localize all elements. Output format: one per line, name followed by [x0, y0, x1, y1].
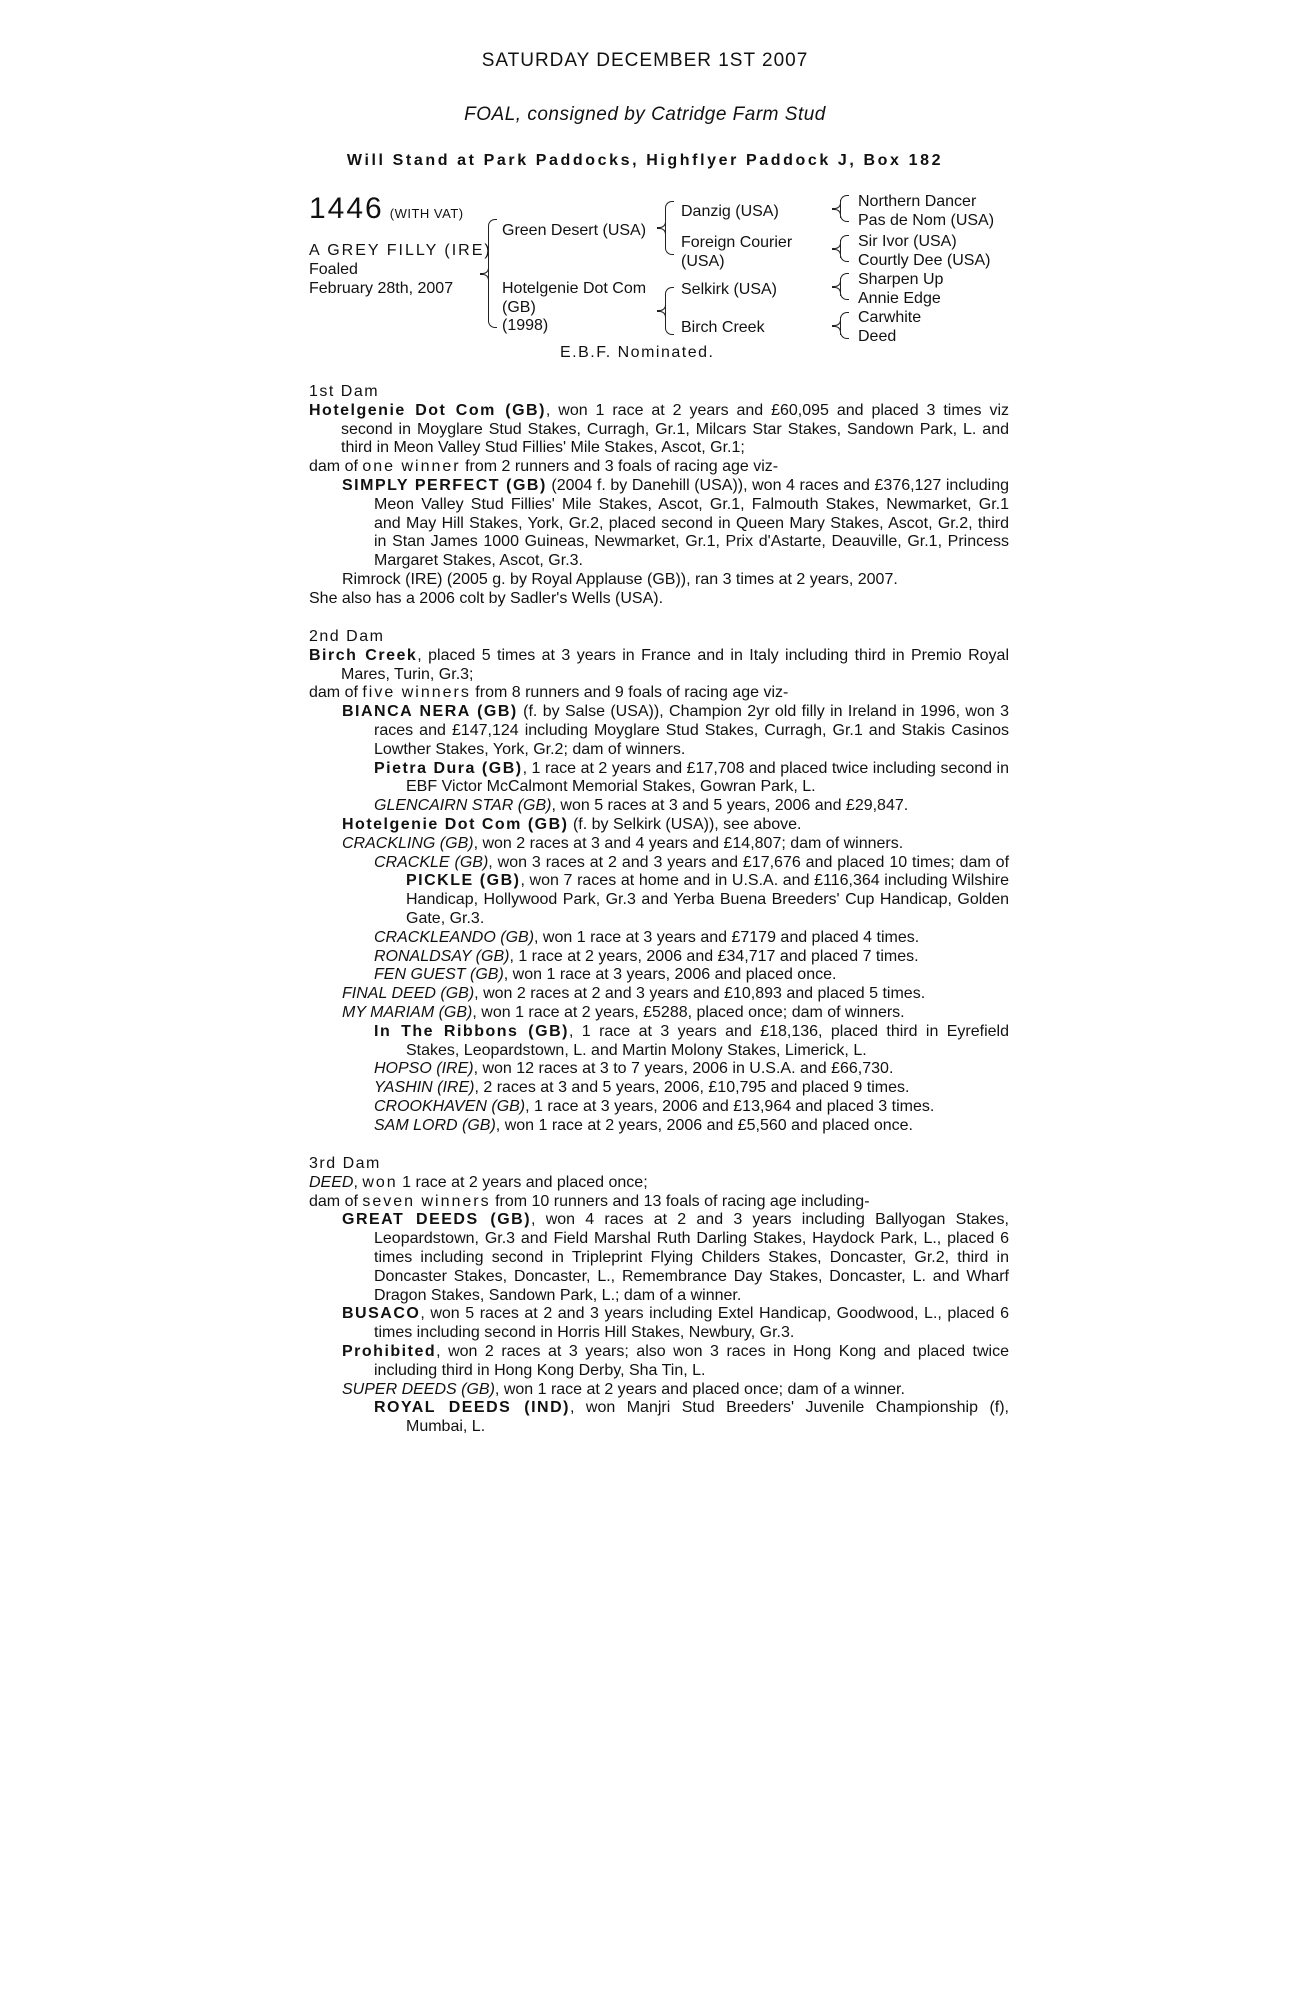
first-dam-text: , won 1 race at 2 years and £60,095 and placed 3 times viz second in Moyglare Stud Stakes, Curragh, Gr.1, Milcars Star Stakes, Sandown Park, L. and third in Meon Valley Stud Fillies' Mile Stakes, Ascot, Gr.1;	[341, 401, 1010, 457]
produce-yashin-name: YASHIN (IRE)	[374, 1079, 475, 1097]
pedigree-g1: Northern Dancer	[858, 193, 977, 210]
produce-crackling-text: , won 2 races at 3 and 4 years and £14,807; dam of winners.	[473, 834, 904, 852]
produce-pickle-name: PICKLE (GB)	[406, 872, 521, 890]
third-dam-runners-text: from 10 runners and 13 foals of racing age including-	[490, 1192, 870, 1210]
produce-fen-guest-text: , won 1 race at 3 years, 2006 and placed once.	[503, 966, 837, 984]
produce-crookhaven-name: CROOKHAVEN (GB)	[374, 1097, 526, 1115]
stand-location: Will Stand at Park Paddocks, Highflyer Paddock J, Box 182	[346, 152, 944, 169]
produce-pietra-dura-name: Pietra Dura (GB)	[374, 759, 523, 777]
produce-great-deeds-text: , won 4 races at 2 and 3 years including Ballyogan Stakes, Leopardstown, Gr.3 and Field Marshal Ruth Darling Stakes, Haydock Park, L., placed 6 times including second in Tripleprint Flying Childers Stakes, Doncaster, Gr.2, third in Doncaster Stakes, Doncaster, L., Remembrance Day Stakes, Doncaster, L. and Wharf Dragon Stakes, Sandown Park, L.; dam of a winner.	[374, 1211, 1010, 1304]
foaled-date: February 28th, 2007	[309, 280, 454, 297]
third-dam-section	[309, 1155, 1009, 1437]
pedigree-bracket-g3	[840, 273, 849, 300]
produce-2006-colt: She also has a 2006 colt by Sadler's Wells (USA).	[309, 589, 664, 607]
pedigree-bracket-sire	[665, 201, 674, 255]
second-dam-text: , placed 5 times at 3 years in France and in Italy including third in Premio Royal Mares, Turin, Gr.3;	[341, 646, 1009, 683]
produce-hotelgenie-name: Hotelgenie Dot Com (GB)	[342, 815, 569, 833]
produce-super-deeds-text: , won 1 race at 2 years and placed once; dam of a winner.	[494, 1380, 905, 1398]
produce-yashin	[374, 1079, 1009, 1098]
produce-final-deed	[342, 985, 1009, 1004]
produce-crackle	[374, 854, 1009, 929]
first-dam-of-label: dam of	[309, 458, 363, 476]
first-dam-name: Hotelgenie Dot Com (GB)	[309, 401, 546, 419]
produce-simply-perfect	[342, 477, 1009, 571]
produce-final-deed-text: , won 2 races at 2 and 3 years and £10,893 and placed 5 times.	[474, 985, 926, 1003]
produce-pietra-dura	[374, 760, 1009, 798]
produce-crackling-name: CRACKLING (GB)	[342, 834, 474, 852]
pedigree-g8: Deed	[858, 328, 897, 345]
produce-hopso-text: , won 12 races at 3 to 7 years, 2006 in U.S.A. and £66,730.	[473, 1060, 894, 1078]
produce-hotelgenie-text: (f. by Selkirk (USA)), see above.	[568, 815, 802, 833]
foaled-label: Foaled	[309, 261, 358, 278]
pedigree-sire-dam-line2: (USA)	[681, 253, 725, 270]
pedigree-dam-line1: Hotelgenie Dot Com	[502, 280, 647, 297]
produce-royal-deeds-name: ROYAL DEEDS (IND)	[374, 1399, 570, 1417]
pedigree-g4: Courtly Dee (USA)	[858, 252, 991, 269]
produce-glencairn-star-text: , won 5 races at 3 and 5 years, 2006 and £29,847.	[551, 797, 909, 815]
produce-my-mariam-name: MY MARIAM (GB)	[342, 1003, 473, 1021]
produce-bianca-nera-text: (f. by Salse (USA)), Champion 2yr old filly in Ireland in 1996, won 3 races and £147,124 including Moyglare Stud Stakes, Curragh, Gr.1 and Stakis Casinos Lowther Stakes, York, Gr.2; dam of winners.	[374, 703, 1009, 758]
produce-great-deeds-name: GREAT DEEDS (GB)	[342, 1211, 532, 1229]
produce-bianca-nera	[342, 703, 1009, 759]
produce-sam-lord-name: SAM LORD (GB)	[374, 1116, 496, 1134]
lot-description: A GREY FILLY (IRE)	[309, 242, 492, 259]
pedigree-sire-dam-line1: Foreign Courier	[681, 234, 793, 251]
pedigree-sire-sire: Danzig (USA)	[681, 203, 779, 220]
produce-royal-deeds-text: , won Manjri Stud Breeders' Juvenile Championship (f), Mumbai, L.	[406, 1399, 1009, 1436]
first-dam-section	[309, 383, 1009, 609]
pedigree-g7: Carwhite	[858, 309, 922, 326]
second-dam-section	[309, 628, 1009, 1136]
pedigree-bracket-g2	[840, 235, 849, 262]
second-dam-runners-text: from 8 runners and 9 foals of racing age viz-	[470, 684, 789, 702]
pedigree-dam-dam: Birch Creek	[681, 319, 765, 336]
produce-crackle-text: , won 3 races at 2 and 3 years and £17,676 and placed 10 times; dam of	[488, 853, 1010, 871]
produce-crookhaven-text: , 1 race at 3 years, 2006 and £13,964 and placed 3 times.	[525, 1097, 935, 1115]
pedigree-sire: Green Desert (USA)	[502, 222, 647, 239]
second-dam-heading: 2nd Dam	[309, 628, 385, 645]
produce-fen-guest-name: FEN GUEST (GB)	[374, 966, 504, 984]
pedigree-dam-line2: (GB)	[502, 299, 536, 316]
pedigree-bracket-parents	[488, 219, 497, 328]
produce-my-mariam	[342, 1004, 1009, 1023]
third-dam-winners-count: seven winners	[362, 1192, 491, 1210]
produce-hotelgenie	[342, 816, 1009, 835]
produce-pickle-text: , won 7 races at home and in U.S.A. and £116,364 including Wilshire Handicap, Hollywood Park, Gr.3 and Yerba Buena Breeders' Cup Handicap, Golden Gate, Gr.3.	[406, 872, 1009, 927]
lot-number	[309, 192, 464, 226]
produce-great-deeds	[342, 1211, 1009, 1305]
produce-prohibited-text: , won 2 races at 3 years; also won 3 races in Hong Kong and placed twice including third in Hong Kong Derby, Sha Tin, L.	[374, 1342, 1009, 1379]
produce-glencairn-star-name: GLENCAIRN STAR (GB)	[374, 797, 552, 815]
produce-ronaldsay-text: , 1 race at 2 years, 2006 and £34,717 and placed 7 times.	[509, 947, 919, 965]
third-dam-of-label: dam of	[309, 1192, 363, 1210]
produce-ronaldsay-name: RONALDSAY (GB)	[374, 947, 510, 965]
first-dam-produce-summary	[309, 458, 1009, 477]
produce-crackling	[342, 835, 1009, 854]
third-dam-produce-summary	[309, 1193, 1009, 1212]
produce-sam-lord-text: , won 1 race at 2 years, 2006 and £5,560 and placed once.	[495, 1116, 913, 1134]
third-dam-entry	[309, 1174, 1009, 1193]
pedigree-bracket-g1	[840, 195, 849, 222]
produce-simply-perfect-text: (2004 f. by Danehill (USA)), won 4 races and £376,127 including Meon Valley Stud Fillies' Mile Stakes, Ascot, Gr.1, Falmouth Stakes, Newmarket, Gr.1 and May Hill Stakes, York, Gr.2, placed second in Queen Mary Stakes, Ascot, Gr.2, third in Stan James 1000 Guineas, Newmarket, Gr.1, Prix d'Astarte, Deauville, Gr.1, Princess Margaret Stakes, Ascot, Gr.3.	[374, 476, 1009, 570]
third-dam-won: won	[362, 1173, 398, 1191]
third-dam-heading: 3rd Dam	[309, 1155, 381, 1172]
pedigree-g2: Pas de Nom (USA)	[858, 212, 995, 229]
produce-crackleando-text: , won 1 race at 3 years and £7179 and placed 4 times.	[534, 928, 920, 946]
produce-crookhaven	[374, 1098, 1009, 1117]
produce-fen-guest	[374, 966, 1009, 985]
produce-royal-deeds	[374, 1399, 1009, 1437]
pedigree-bracket-g4	[840, 312, 849, 339]
produce-rimrock: Rimrock (IRE) (2005 g. by Royal Applause (GB)), ran 3 times at 2 years, 2007.	[342, 570, 898, 588]
pedigree-g5: Sharpen Up	[858, 271, 944, 288]
produce-in-the-ribbons-text: , 1 race at 3 years and £18,136, placed third in Eyrefield Stakes, Leopardstown, L. and Martin Molony Stakes, Limerick, L.	[406, 1022, 1009, 1059]
consignment-line: FOAL, consigned by Catridge Farm Stud	[464, 104, 826, 125]
produce-sam-lord	[374, 1117, 1009, 1136]
produce-glencairn-star	[374, 797, 1009, 816]
second-dam-winners-count: five winners	[362, 684, 471, 702]
produce-pietra-dura-text: , 1 race at 2 years and £17,708 and placed twice including second in EBF Victor McCalmont Memorial Stakes, Gowran Park, L.	[406, 759, 1010, 796]
produce-busaco-name: BUSACO	[342, 1305, 421, 1323]
first-dam-entry	[309, 402, 1009, 458]
produce-ronaldsay	[374, 948, 1009, 967]
vat-note: (WITH VAT)	[389, 206, 464, 221]
produce-my-mariam-text: , won 1 race at 2 years, £5288, placed once; dam of winners.	[472, 1003, 905, 1021]
pedigree-g6: Annie Edge	[858, 290, 941, 307]
first-dam-winners-count: one winner	[362, 458, 461, 476]
produce-busaco-text: , won 5 races at 2 and 3 years including Extel Handicap, Goodwood, L., placed 6 times including second in Horris Hill Stakes, Newbury, Gr.3.	[374, 1305, 1009, 1342]
first-dam-heading: 1st Dam	[309, 383, 380, 400]
second-dam-of-label: dam of	[309, 684, 363, 702]
pedigree-bracket-dam	[665, 287, 674, 335]
second-dam-name: Birch Creek	[309, 646, 418, 664]
produce-super-deeds	[342, 1381, 1009, 1400]
third-dam-text: 1 race at 2 years and placed once;	[397, 1173, 648, 1191]
produce-prohibited-name: Prohibited	[342, 1342, 437, 1360]
pedigree-dam-line3: (1998)	[502, 317, 549, 334]
produce-in-the-ribbons	[374, 1023, 1009, 1061]
third-dam-name: DEED	[309, 1173, 354, 1191]
produce-prohibited	[342, 1343, 1009, 1381]
ebf-nominated: E.B.F. Nominated.	[560, 344, 715, 361]
lot-number-value: 1446	[309, 192, 384, 225]
second-dam-entry	[309, 647, 1009, 685]
sale-date: SATURDAY DECEMBER 1ST 2007	[481, 50, 809, 71]
pedigree-g3: Sir Ivor (USA)	[858, 233, 957, 250]
produce-super-deeds-name: SUPER DEEDS (GB)	[342, 1380, 495, 1398]
second-dam-produce-summary	[309, 684, 1009, 703]
third-dam-separator: ,	[353, 1173, 363, 1191]
produce-busaco	[342, 1305, 1009, 1343]
pedigree-dam-sire: Selkirk (USA)	[681, 281, 778, 298]
first-dam-runners-text: from 2 runners and 3 foals of racing age viz-	[460, 458, 779, 476]
produce-crackleando	[374, 929, 1009, 948]
produce-crackle-name: CRACKLE (GB)	[374, 853, 489, 871]
produce-in-the-ribbons-name: In The Ribbons (GB)	[374, 1022, 569, 1040]
produce-simply-perfect-name: SIMPLY PERFECT (GB)	[342, 476, 547, 494]
produce-bianca-nera-name: BIANCA NERA (GB)	[342, 703, 518, 721]
produce-crackleando-name: CRACKLEANDO (GB)	[374, 928, 535, 946]
produce-yashin-text: , 2 races at 3 and 5 years, 2006, £10,795 and placed 9 times.	[474, 1079, 910, 1097]
produce-hopso	[374, 1060, 1009, 1079]
produce-hopso-name: HOPSO (IRE)	[374, 1060, 474, 1078]
produce-final-deed-name: FINAL DEED (GB)	[342, 985, 475, 1003]
